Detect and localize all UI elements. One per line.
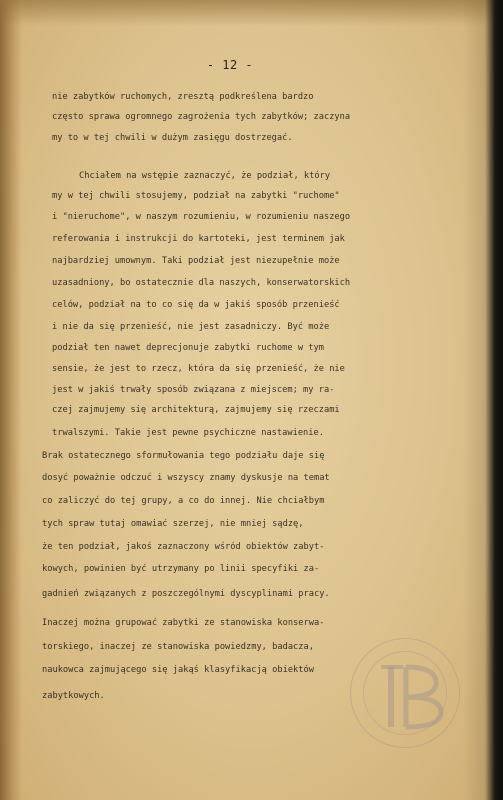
- text-line: kowych, powinien być utrzymany po linii specyfiki za-: [42, 564, 320, 574]
- text-line: referowania i instrukcji do kartoteki, jest terminem jak: [52, 234, 345, 244]
- paper-stain-left: [0, 0, 22, 800]
- text-line: i "nieruchome", w naszym rozumieniu, w rozumieniu naszego: [52, 212, 351, 222]
- text-line: dosyć poważnie odczuć i wszyscy znamy dyskusje na temat: [42, 473, 330, 483]
- text-line: my w tej chwili stosujemy, podział na zabytki "ruchome": [52, 191, 340, 201]
- text-line: jest w jakiś trwały sposób związana z miejscem; my ra-: [52, 385, 335, 395]
- text-line: trwalszymi. Takie jest pewne psychiczne nastawienie.: [52, 428, 324, 438]
- page-number: - 12 -: [206, 58, 254, 72]
- text-line: sensie, że jest to rzecz, która da się przenieść, że nie: [52, 364, 345, 374]
- text-line: zabytkowych.: [42, 691, 105, 701]
- text-line: naukowca zajmującego się jakąś klasyfikacją obiektów: [42, 665, 314, 675]
- text-line: Inaczej można grupować zabytki ze stanowiska konserwa-: [42, 618, 325, 628]
- text-line: nie zabytków ruchomych, zresztą podkreślena bardzo: [52, 92, 314, 102]
- text-line: i nie da się przenieść, nie jest zasadniczy. Być może: [52, 322, 330, 332]
- text-line: celów, podział na to co się da w jakiś sposób przenieść: [52, 300, 340, 310]
- watermark-stamp: [350, 638, 460, 748]
- watermark-monogram: [351, 657, 461, 752]
- text-line: czej zajmujemy się architekturą, zajmujemy się rzeczami: [52, 405, 340, 415]
- page-edge-shadow: [463, 0, 503, 800]
- paper-stain-top: [0, 0, 503, 26]
- text-line: gadnień związanych z poszczególnymi dyscyplinami pracy.: [42, 589, 330, 599]
- text-line: tych spraw tutaj omawiać szerzej, nie mniej sądzę,: [42, 519, 304, 529]
- text-line: najbardziej umownym. Taki podział jest niezupełnie może: [52, 256, 340, 266]
- monogram-graphic: [351, 657, 461, 737]
- text-line: że ten podział, jakoś zaznaczony wśród obiektów zabyt-: [42, 542, 325, 552]
- text-line: co zaliczyć do tej grupy, a co do innej. Nie chciałbym: [42, 496, 325, 506]
- text-line: często sprawa ogromnego zagrożenia tych zabytków; zaczyna: [52, 112, 351, 122]
- text-line: torskiego, inaczej ze stanowiska powiedzmy, badacza,: [42, 642, 314, 652]
- text-line: Chciałem na wstępie zaznaczyć, że podział, który: [79, 171, 331, 181]
- text-line: uzasadniony, bo ostatecznie dla naszych, konserwatorskich: [52, 278, 351, 288]
- text-line: podział ten nawet deprecjonuje zabytki ruchome w tym: [52, 343, 324, 353]
- text-line: Brak ostatecznego sformułowania tego podziału daje się: [42, 451, 325, 461]
- text-line: my to w tej chwili w dużym zasięgu dostrzegać.: [52, 133, 293, 143]
